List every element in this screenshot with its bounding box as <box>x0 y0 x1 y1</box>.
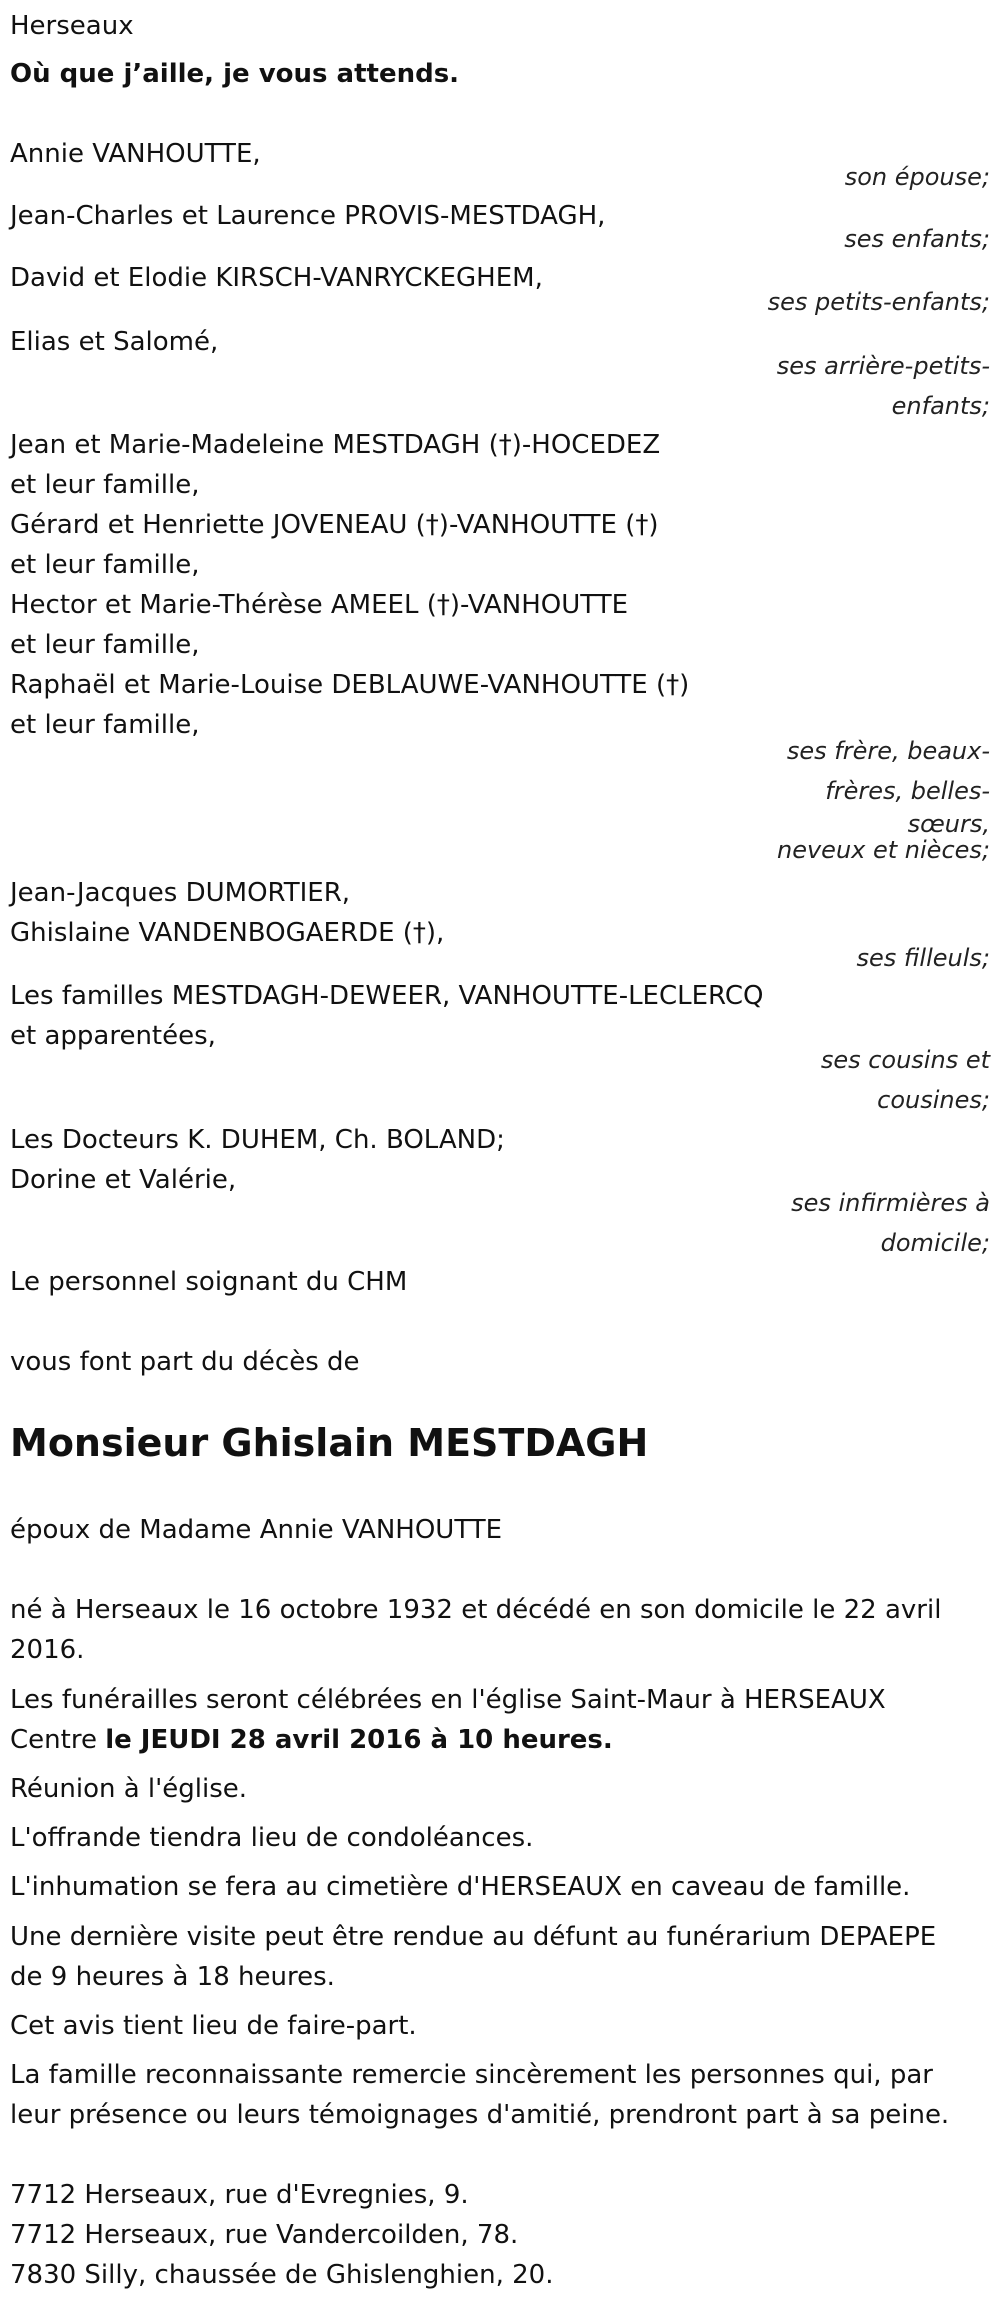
spouse-relation: son épouse; <box>844 163 990 191</box>
greatgrandchildren-names: Elias et Salomé, <box>10 327 219 357</box>
sibling-line: Gérard et Henriette JOVENEAU (†)-VANHOUTTE (†) <box>10 510 659 540</box>
cousins-relation-2: cousines; <box>877 1086 990 1114</box>
greatgrandchildren-relation-2: enfants; <box>891 392 990 420</box>
funeral-line-1: Les funérailles seront célébrées en l'église Saint-Maur à HERSEAUX <box>10 1685 886 1715</box>
sibling-line: Raphaël et Marie-Louise DEBLAUWE-VANHOUTTE (†) <box>10 670 690 700</box>
grandchildren-relation: ses petits-enfants; <box>767 288 990 316</box>
notice-line: Cet avis tient lieu de faire-part. <box>10 2011 417 2041</box>
birth-death-line-1: né à Herseaux le 16 octobre 1932 et décédé en son domicile le 22 avril <box>10 1595 942 1625</box>
spouse-name: Annie VANHOUTTE, <box>10 139 261 169</box>
announcement-intro: vous font part du décès de <box>10 1347 360 1377</box>
sibling-line: et leur famille, <box>10 470 200 500</box>
siblings-list <box>10 425 689 745</box>
grandchildren-relation-row <box>10 282 990 322</box>
nurses-relation-row <box>10 1183 990 1263</box>
cousins-relation-row <box>10 1040 990 1120</box>
nurses-relation-1: ses infirmières à <box>791 1189 990 1217</box>
godchildren-relation-row <box>10 938 990 978</box>
godchild-line: Ghislaine VANDENBOGAERDE (†), <box>10 918 445 948</box>
greatgrandchildren-relation-1: ses arrière-petits- <box>776 352 990 380</box>
sibling-line: Hector et Marie-Thérèse AMEEL (†)-VANHOUTTE <box>10 590 629 620</box>
funeral-line-2-prefix: Centre <box>10 1725 106 1755</box>
grandchildren-names: David et Elodie KIRSCH-VANRYCKEGHEM, <box>10 263 543 293</box>
burial-line: L'inhumation se fera au cimetière d'HERSEAUX en caveau de famille. <box>10 1872 911 1902</box>
nurses-line: Dorine et Valérie, <box>10 1165 237 1195</box>
children-relation: ses enfants; <box>844 225 990 253</box>
deceased-name: Monsieur Ghislain MESTDAGH <box>10 1421 649 1465</box>
children-names: Jean-Charles et Laurence PROVIS-MESTDAGH, <box>10 201 606 231</box>
sibling-line: et leur famille, <box>10 550 200 580</box>
address-line: 7712 Herseaux, rue Vandercoilden, 78. <box>10 2220 519 2250</box>
godchildren-relation: ses filleuls; <box>856 944 990 972</box>
siblings-relation-2: frères, belles- <box>825 777 990 805</box>
godchild-line: Jean-Jacques DUMORTIER, <box>10 878 351 908</box>
motto: Où que j’aille, je vous attends. <box>10 59 460 89</box>
thanks-line-2: leur présence ou leurs témoignages d'amitié, prendront part à sa peine. <box>10 2100 950 2130</box>
spouse-relation-row <box>10 157 990 197</box>
meeting-line: Réunion à l'église. <box>10 1774 248 1804</box>
addresses-list <box>10 2175 553 2295</box>
visit-line-2: de 9 heures à 18 heures. <box>10 1962 335 1992</box>
location-heading: Herseaux <box>10 11 134 41</box>
sibling-line: et leur famille, <box>10 630 200 660</box>
visit-line-1: Une dernière visite peut être rendue au défunt au funérarium DEPAEPE <box>10 1922 937 1952</box>
nurses-line: Les Docteurs K. DUHEM, Ch. BOLAND; <box>10 1125 505 1155</box>
cousins-line: Les familles MESTDAGH-DEWEER, VANHOUTTE-LECLERCQ <box>10 981 764 1011</box>
sibling-line: et leur famille, <box>10 710 200 740</box>
siblings-relation-row <box>10 731 990 863</box>
staff-line: Le personnel soignant du CHM <box>10 1267 408 1297</box>
greatgrandchildren-relation-row <box>10 346 990 426</box>
birth-death-line-2: 2016. <box>10 1635 85 1665</box>
siblings-relation-1: ses frère, beaux- <box>786 737 990 765</box>
nurses-relation-2: domicile; <box>880 1229 990 1257</box>
offering-line: L'offrande tiendra lieu de condoléances. <box>10 1823 534 1853</box>
siblings-relation-4: neveux et nièces; <box>777 836 990 864</box>
siblings-relation-3: sœurs, <box>907 810 990 838</box>
cousins-line: et apparentées, <box>10 1021 216 1051</box>
funeral-date: le JEUDI 28 avril 2016 à 10 heures. <box>105 1725 613 1755</box>
address-line: 7712 Herseaux, rue d'Evregnies, 9. <box>10 2180 469 2210</box>
children-relation-row <box>10 219 990 259</box>
address-line: 7830 Silly, chaussée de Ghislenghien, 20. <box>10 2260 554 2290</box>
cousins-relation-1: ses cousins et <box>820 1046 990 1074</box>
thanks-line-1: La famille reconnaissante remercie sincèrement les personnes qui, par <box>10 2060 933 2090</box>
funeral-line-2 <box>10 1720 613 1760</box>
sibling-line: Jean et Marie-Madeleine MESTDAGH (†)-HOCEDEZ <box>10 430 661 460</box>
spouse-of: époux de Madame Annie VANHOUTTE <box>10 1515 503 1545</box>
